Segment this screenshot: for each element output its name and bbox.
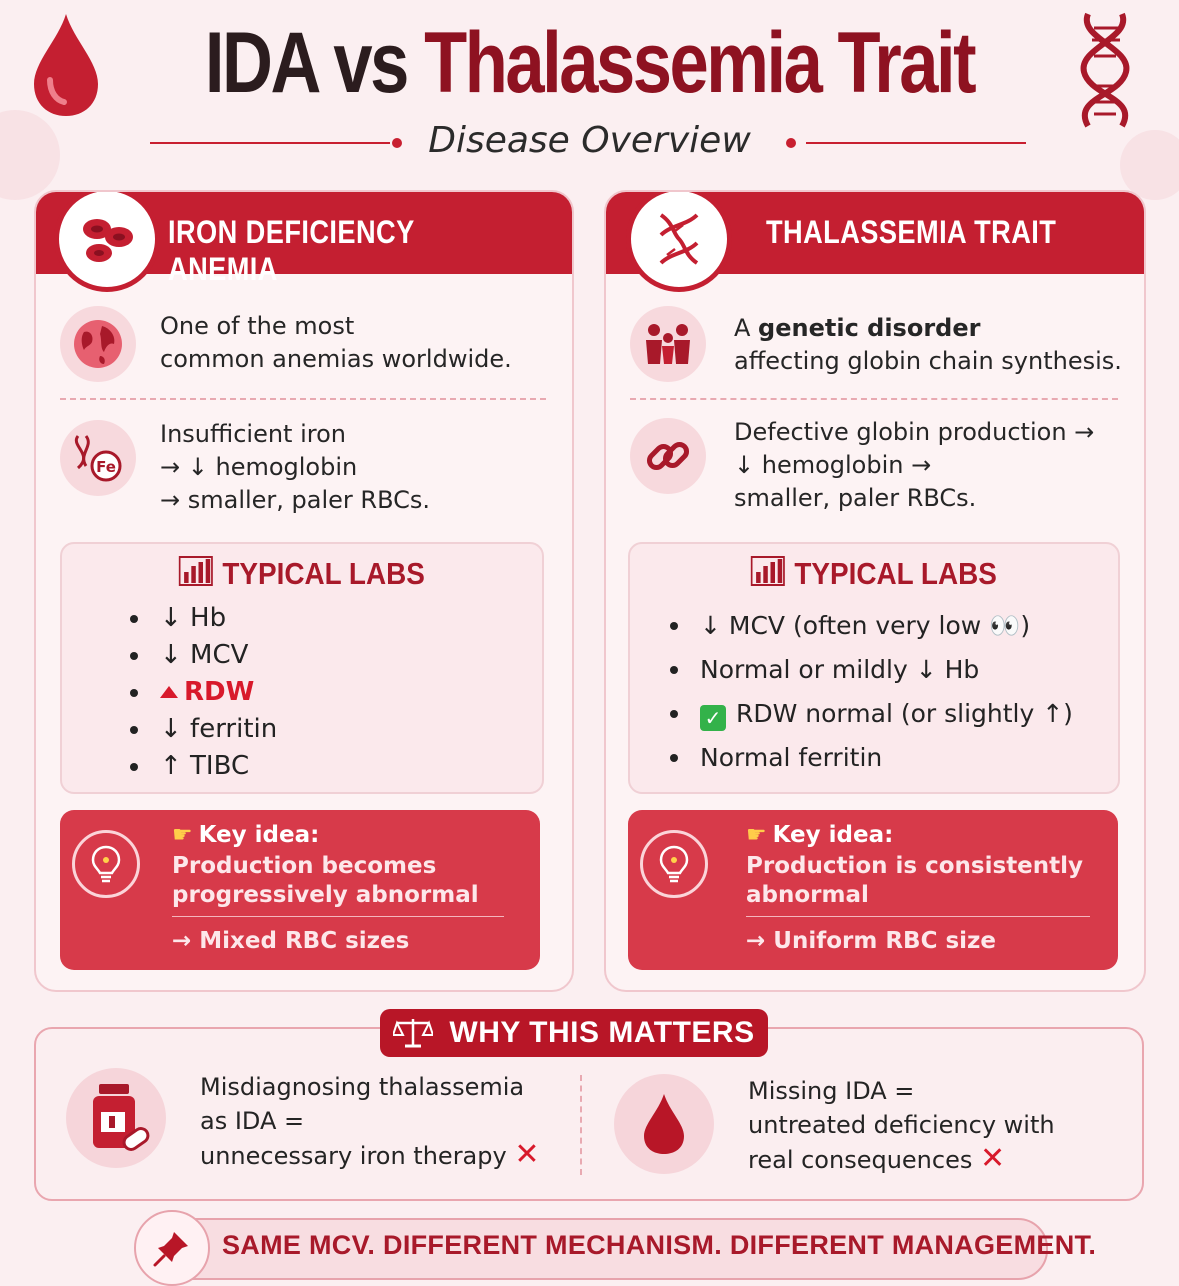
ida-mechanism-line-1: Insufficient iron bbox=[160, 420, 346, 448]
svg-text:Fe: Fe bbox=[96, 458, 116, 476]
bar-chart-icon bbox=[179, 556, 213, 594]
thal-key-body-line-2: abnormal bbox=[746, 882, 869, 908]
thalassemia-card bbox=[604, 190, 1146, 992]
ida-key-body bbox=[172, 852, 479, 910]
thal-genetic-line-2: affecting globin chain synthesis. bbox=[734, 347, 1122, 375]
why-right-line-2: untreated deficiency with bbox=[748, 1111, 1055, 1139]
list-item: RDW bbox=[122, 674, 277, 711]
why-matters-title: WHY THIS MATTERS bbox=[449, 1016, 755, 1049]
thal-key-idea-box bbox=[628, 810, 1118, 970]
subtitle-dot-right bbox=[786, 138, 796, 148]
thal-mechanism-text bbox=[734, 416, 1094, 515]
ida-key-idea-box bbox=[60, 810, 540, 970]
ida-labs-title-text: TYPICAL LABS bbox=[222, 556, 425, 591]
dna-icon bbox=[626, 190, 732, 292]
scales-icon bbox=[393, 1017, 433, 1049]
divider bbox=[630, 398, 1118, 400]
subtitle: Disease Overview bbox=[428, 120, 751, 161]
pointing-hand-icon: ☛ bbox=[746, 822, 767, 848]
bar-chart-icon bbox=[751, 556, 785, 594]
thal-key-title: ☛ Key idea: bbox=[746, 822, 894, 848]
divider bbox=[60, 398, 546, 400]
list-item: ↓ MCV (often very low 👀) bbox=[662, 604, 1073, 648]
ida-prevalence-line-1: One of the most bbox=[160, 312, 355, 340]
ida-key-separator bbox=[172, 916, 504, 917]
list-item: Normal ferritin bbox=[662, 736, 1073, 780]
thal-genetic-text bbox=[734, 312, 1122, 378]
chain-link-icon bbox=[630, 418, 706, 494]
ida-mechanism-line-3: → smaller, paler RBCs. bbox=[160, 486, 431, 514]
thal-card-title: THALASSEMIA TRAIT bbox=[766, 214, 1057, 250]
why-left-line-2: as IDA = bbox=[200, 1107, 305, 1135]
pushpin-icon bbox=[134, 1210, 210, 1286]
iron-fe-icon bbox=[60, 420, 136, 496]
family-icon bbox=[630, 306, 706, 382]
lightbulb-icon bbox=[72, 830, 140, 898]
ida-labs-list bbox=[122, 600, 277, 785]
blood-drop-icon bbox=[614, 1074, 714, 1174]
ida-key-title: ☛ Key idea: bbox=[172, 822, 320, 848]
why-matters-banner bbox=[380, 1009, 768, 1057]
title-part-1: IDA vs bbox=[204, 15, 425, 111]
up-arrow-icon bbox=[160, 686, 178, 698]
title-part-2: Thalassemia Trait bbox=[424, 15, 975, 111]
thal-labs-box bbox=[628, 542, 1120, 794]
why-left-line-3: unnecessary iron therapy ✕ bbox=[200, 1137, 540, 1172]
subtitle-row bbox=[0, 118, 1179, 168]
why-left-line-1: Misdiagnosing thalassemia bbox=[200, 1073, 525, 1101]
x-mark-icon: ✕ bbox=[980, 1141, 1006, 1176]
thal-key-body-line-1: Production is consistently bbox=[746, 853, 1084, 879]
list-item: ↓ MCV bbox=[122, 637, 277, 674]
ida-card bbox=[34, 190, 574, 992]
thal-mechanism-line-2: ↓ hemoglobin → bbox=[734, 451, 932, 479]
ida-key-body-line-1: Production becomes bbox=[172, 853, 437, 879]
list-item: ✓ RDW normal (or slightly ↑) bbox=[662, 692, 1073, 736]
check-mark-icon: ✓ bbox=[700, 705, 726, 731]
subtitle-line-right bbox=[806, 142, 1026, 144]
thal-key-separator bbox=[746, 916, 1090, 917]
dna-icon bbox=[1062, 8, 1148, 136]
ida-card-title: IRON DEFICIENCY ANEMIA bbox=[168, 214, 415, 287]
blood-drop-icon bbox=[28, 10, 104, 124]
ida-labs-title bbox=[86, 556, 518, 594]
x-mark-icon: ✕ bbox=[514, 1137, 540, 1172]
thal-key-result: → Uniform RBC size bbox=[746, 928, 997, 954]
thal-labs-title-text: TYPICAL LABS bbox=[794, 556, 997, 591]
thal-labs-list bbox=[662, 604, 1073, 780]
thal-mechanism-line-3: smaller, paler RBCs. bbox=[734, 484, 977, 512]
why-right-line-3: real consequences ✕ bbox=[748, 1141, 1006, 1176]
ida-mechanism-line-2: → ↓ hemoglobin bbox=[160, 453, 358, 481]
thal-key-body bbox=[746, 852, 1083, 910]
ida-labs-box bbox=[60, 542, 544, 794]
ida-key-result: → Mixed RBC sizes bbox=[172, 928, 410, 954]
red-blood-cells-icon bbox=[54, 190, 160, 292]
ida-prevalence-text bbox=[160, 310, 512, 376]
list-item: ↑ TIBC bbox=[122, 748, 277, 785]
globe-icon bbox=[60, 306, 136, 382]
ida-key-body-line-2: progressively abnormal bbox=[172, 882, 479, 908]
thal-genetic-line-1: A genetic disorder bbox=[734, 314, 981, 342]
thal-mechanism-line-1: Defective globin production → bbox=[734, 418, 1095, 446]
why-left-text bbox=[200, 1070, 539, 1173]
list-item: Normal or mildly ↓ Hb bbox=[662, 648, 1073, 692]
list-item: ↓ Hb bbox=[122, 600, 277, 637]
list-item: ↓ ferritin bbox=[122, 711, 277, 748]
pointing-hand-icon: ☛ bbox=[172, 822, 193, 848]
ida-prevalence-line-2: common anemias worldwide. bbox=[160, 345, 512, 373]
ida-mechanism-text bbox=[160, 418, 430, 517]
page-title bbox=[106, 8, 1073, 118]
lightbulb-icon bbox=[640, 830, 708, 898]
why-right-line-1: Missing IDA = bbox=[748, 1077, 915, 1105]
why-divider bbox=[580, 1075, 582, 1175]
footer-text: SAME MCV. DIFFERENT MECHANISM. DIFFERENT MANAGEMENT. bbox=[222, 1230, 1097, 1260]
thal-labs-title bbox=[654, 556, 1093, 594]
pill-bottle-icon bbox=[66, 1068, 166, 1168]
why-right-text bbox=[748, 1074, 1055, 1177]
